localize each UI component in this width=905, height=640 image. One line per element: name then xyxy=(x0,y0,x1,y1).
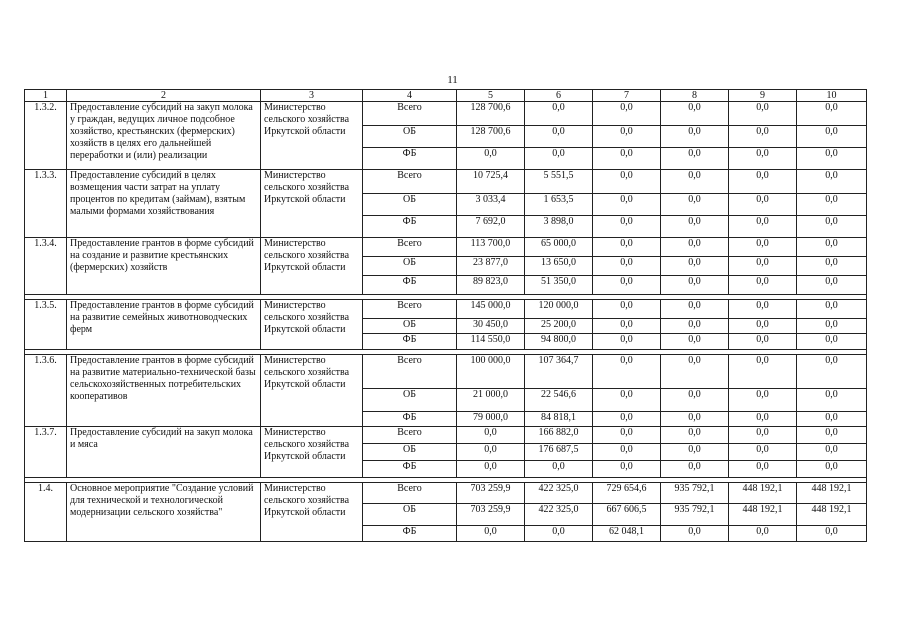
funding-source: ФБ xyxy=(363,216,457,238)
amount-cell: 0,0 xyxy=(661,412,729,427)
amount-cell: 0,0 xyxy=(661,355,729,389)
amount-cell: 0,0 xyxy=(797,126,867,148)
amount-cell: 0,0 xyxy=(729,170,797,194)
amount-cell: 667 606,5 xyxy=(593,504,661,526)
amount-cell: 0,0 xyxy=(729,427,797,444)
item-number: 1.3.6. xyxy=(25,355,67,427)
amount-cell: 79 000,0 xyxy=(457,412,525,427)
amount-cell: 0,0 xyxy=(797,526,867,542)
amount-cell: 0,0 xyxy=(797,444,867,461)
funding-source: ФБ xyxy=(363,412,457,427)
column-header: 2 xyxy=(67,90,261,102)
amount-cell: 0,0 xyxy=(661,102,729,126)
funding-source: Всего xyxy=(363,427,457,444)
amount-cell: 0,0 xyxy=(457,444,525,461)
item-executor: Министерство сельского хозяйства Иркутской области xyxy=(261,170,363,238)
column-header: 7 xyxy=(593,90,661,102)
amount-cell: 0,0 xyxy=(797,319,867,334)
amount-cell: 89 823,0 xyxy=(457,276,525,295)
table-row xyxy=(25,170,867,194)
amount-cell: 0,0 xyxy=(593,427,661,444)
item-executor: Министерство сельского хозяйства Иркутской области xyxy=(261,300,363,350)
amount-cell: 0,0 xyxy=(729,412,797,427)
funding-source: ФБ xyxy=(363,148,457,170)
amount-cell: 0,0 xyxy=(661,148,729,170)
amount-cell: 0,0 xyxy=(593,334,661,350)
amount-cell: 0,0 xyxy=(661,194,729,216)
amount-cell: 0,0 xyxy=(593,238,661,257)
amount-cell: 0,0 xyxy=(525,461,593,478)
amount-cell: 3 898,0 xyxy=(525,216,593,238)
amount-cell: 0,0 xyxy=(729,526,797,542)
amount-cell: 0,0 xyxy=(593,444,661,461)
amount-cell: 0,0 xyxy=(797,170,867,194)
column-header: 8 xyxy=(661,90,729,102)
amount-cell: 0,0 xyxy=(797,461,867,478)
item-name: Предоставление субсидий на закуп молока и мяса xyxy=(67,427,261,478)
amount-cell: 0,0 xyxy=(797,216,867,238)
amount-cell: 0,0 xyxy=(593,170,661,194)
amount-cell: 21 000,0 xyxy=(457,389,525,412)
amount-cell: 0,0 xyxy=(661,216,729,238)
item-name: Предоставление грантов в форме субсидий на развитие материально-технической базы сельскохозяйственных потребительских кооперативов xyxy=(67,355,261,427)
table-row xyxy=(25,483,867,504)
amount-cell: 0,0 xyxy=(661,444,729,461)
amount-cell: 0,0 xyxy=(797,238,867,257)
funding-source: Всего xyxy=(363,170,457,194)
amount-cell: 0,0 xyxy=(797,300,867,319)
item-name: Предоставление субсидий в целях возмещения части затрат на уплату процентов по кредитам (займам), взятым малыми формами хозяйствования xyxy=(67,170,261,238)
amount-cell: 448 192,1 xyxy=(729,504,797,526)
amount-cell: 0,0 xyxy=(729,319,797,334)
amount-cell: 448 192,1 xyxy=(797,504,867,526)
amount-cell: 0,0 xyxy=(661,126,729,148)
amount-cell: 0,0 xyxy=(661,427,729,444)
item-name: Предоставление грантов в форме субсидий на развитие семейных животноводческих ферм xyxy=(67,300,261,350)
funding-source: ФБ xyxy=(363,526,457,542)
amount-cell: 176 687,5 xyxy=(525,444,593,461)
column-header: 3 xyxy=(261,90,363,102)
amount-cell: 0,0 xyxy=(593,389,661,412)
amount-cell: 0,0 xyxy=(457,526,525,542)
amount-cell: 0,0 xyxy=(457,148,525,170)
amount-cell: 0,0 xyxy=(593,461,661,478)
amount-cell: 62 048,1 xyxy=(593,526,661,542)
column-header: 10 xyxy=(797,90,867,102)
item-number: 1.3.7. xyxy=(25,427,67,478)
amount-cell: 0,0 xyxy=(729,389,797,412)
budget-table xyxy=(24,89,867,542)
funding-source: ФБ xyxy=(363,461,457,478)
amount-cell: 0,0 xyxy=(729,276,797,295)
funding-source: ФБ xyxy=(363,276,457,295)
amount-cell: 0,0 xyxy=(797,257,867,276)
amount-cell: 0,0 xyxy=(797,194,867,216)
amount-cell: 0,0 xyxy=(797,389,867,412)
amount-cell: 0,0 xyxy=(525,102,593,126)
column-header: 9 xyxy=(729,90,797,102)
amount-cell: 0,0 xyxy=(729,461,797,478)
amount-cell: 0,0 xyxy=(593,102,661,126)
amount-cell: 65 000,0 xyxy=(525,238,593,257)
funding-source: Всего xyxy=(363,483,457,504)
amount-cell: 114 550,0 xyxy=(457,334,525,350)
item-name: Предоставление субсидий на закуп молока у граждан, ведущих личное подсобное хозяйство, крестьянских (фермерских) хозяйств в целях его дальнейшей переработки и (или) реализации xyxy=(67,102,261,170)
amount-cell: 0,0 xyxy=(593,300,661,319)
item-executor: Министерство сельского хозяйства Иркутской области xyxy=(261,355,363,427)
amount-cell: 703 259,9 xyxy=(457,504,525,526)
amount-cell: 0,0 xyxy=(661,257,729,276)
item-executor: Министерство сельского хозяйства Иркутской области xyxy=(261,427,363,478)
amount-cell: 7 692,0 xyxy=(457,216,525,238)
amount-cell: 94 800,0 xyxy=(525,334,593,350)
amount-cell: 703 259,9 xyxy=(457,483,525,504)
item-number: 1.3.2. xyxy=(25,102,67,170)
item-executor: Министерство сельского хозяйства Иркутской области xyxy=(261,238,363,295)
amount-cell: 0,0 xyxy=(661,389,729,412)
amount-cell: 84 818,1 xyxy=(525,412,593,427)
table-row xyxy=(25,238,867,257)
amount-cell: 107 364,7 xyxy=(525,355,593,389)
amount-cell: 422 325,0 xyxy=(525,483,593,504)
amount-cell: 0,0 xyxy=(457,461,525,478)
amount-cell: 0,0 xyxy=(593,194,661,216)
amount-cell: 0,0 xyxy=(661,276,729,295)
amount-cell: 0,0 xyxy=(729,238,797,257)
amount-cell: 0,0 xyxy=(729,257,797,276)
amount-cell: 0,0 xyxy=(797,412,867,427)
amount-cell: 113 700,0 xyxy=(457,238,525,257)
amount-cell: 30 450,0 xyxy=(457,319,525,334)
amount-cell: 145 000,0 xyxy=(457,300,525,319)
amount-cell: 0,0 xyxy=(797,334,867,350)
amount-cell: 0,0 xyxy=(729,355,797,389)
amount-cell: 0,0 xyxy=(661,300,729,319)
amount-cell: 0,0 xyxy=(593,126,661,148)
item-name: Предоставление грантов в форме субсидий на создание и развитие крестьянских (фермерских) хозяйств xyxy=(67,238,261,295)
item-executor: Министерство сельского хозяйства Иркутской области xyxy=(261,483,363,542)
amount-cell: 0,0 xyxy=(729,216,797,238)
funding-source: ОБ xyxy=(363,194,457,216)
item-number: 1.3.4. xyxy=(25,238,67,295)
item-number: 1.3.3. xyxy=(25,170,67,238)
amount-cell: 0,0 xyxy=(729,334,797,350)
amount-cell: 10 725,4 xyxy=(457,170,525,194)
column-header: 5 xyxy=(457,90,525,102)
amount-cell: 0,0 xyxy=(661,334,729,350)
amount-cell: 100 000,0 xyxy=(457,355,525,389)
amount-cell: 0,0 xyxy=(661,170,729,194)
funding-source: ОБ xyxy=(363,319,457,334)
amount-cell: 0,0 xyxy=(593,355,661,389)
table-row xyxy=(25,355,867,389)
amount-cell: 25 200,0 xyxy=(525,319,593,334)
amount-cell: 0,0 xyxy=(729,300,797,319)
column-header: 1 xyxy=(25,90,67,102)
amount-cell: 0,0 xyxy=(729,102,797,126)
amount-cell: 0,0 xyxy=(593,148,661,170)
amount-cell: 128 700,6 xyxy=(457,102,525,126)
amount-cell: 0,0 xyxy=(729,126,797,148)
amount-cell: 729 654,6 xyxy=(593,483,661,504)
funding-source: Всего xyxy=(363,102,457,126)
page-number: 11 xyxy=(447,74,458,86)
amount-cell: 0,0 xyxy=(525,126,593,148)
item-number: 1.3.5. xyxy=(25,300,67,350)
amount-cell: 0,0 xyxy=(593,276,661,295)
amount-cell: 128 700,6 xyxy=(457,126,525,148)
column-header: 4 xyxy=(363,90,457,102)
amount-cell: 120 000,0 xyxy=(525,300,593,319)
amount-cell: 1 653,5 xyxy=(525,194,593,216)
amount-cell: 935 792,1 xyxy=(661,504,729,526)
amount-cell: 0,0 xyxy=(797,102,867,126)
amount-cell: 0,0 xyxy=(797,427,867,444)
amount-cell: 0,0 xyxy=(593,319,661,334)
amount-cell: 448 192,1 xyxy=(729,483,797,504)
funding-source: ОБ xyxy=(363,257,457,276)
column-header: 6 xyxy=(525,90,593,102)
amount-cell: 0,0 xyxy=(797,355,867,389)
item-executor: Министерство сельского хозяйства Иркутской области xyxy=(261,102,363,170)
amount-cell: 0,0 xyxy=(729,444,797,461)
amount-cell: 0,0 xyxy=(593,216,661,238)
funding-source: Всего xyxy=(363,300,457,319)
table-row xyxy=(25,427,867,444)
amount-cell: 0,0 xyxy=(661,461,729,478)
amount-cell: 166 882,0 xyxy=(525,427,593,444)
amount-cell: 0,0 xyxy=(797,148,867,170)
amount-cell: 0,0 xyxy=(593,257,661,276)
column-number-row xyxy=(25,90,867,102)
amount-cell: 0,0 xyxy=(661,526,729,542)
amount-cell: 0,0 xyxy=(525,526,593,542)
amount-cell: 3 033,4 xyxy=(457,194,525,216)
item-number: 1.4. xyxy=(25,483,67,542)
amount-cell: 51 350,0 xyxy=(525,276,593,295)
funding-source: ФБ xyxy=(363,334,457,350)
funding-source: Всего xyxy=(363,238,457,257)
amount-cell: 5 551,5 xyxy=(525,170,593,194)
amount-cell: 23 877,0 xyxy=(457,257,525,276)
funding-source: ОБ xyxy=(363,389,457,412)
amount-cell: 0,0 xyxy=(661,238,729,257)
amount-cell: 0,0 xyxy=(729,194,797,216)
funding-source: ОБ xyxy=(363,504,457,526)
amount-cell: 448 192,1 xyxy=(797,483,867,504)
funding-source: Всего xyxy=(363,355,457,389)
table-row xyxy=(25,300,867,319)
funding-source: ОБ xyxy=(363,126,457,148)
funding-source: ОБ xyxy=(363,444,457,461)
amount-cell: 0,0 xyxy=(457,427,525,444)
amount-cell: 0,0 xyxy=(593,412,661,427)
amount-cell: 13 650,0 xyxy=(525,257,593,276)
amount-cell: 0,0 xyxy=(729,148,797,170)
amount-cell: 0,0 xyxy=(797,276,867,295)
table-row xyxy=(25,102,867,126)
amount-cell: 0,0 xyxy=(525,148,593,170)
amount-cell: 935 792,1 xyxy=(661,483,729,504)
amount-cell: 422 325,0 xyxy=(525,504,593,526)
item-name: Основное мероприятие "Создание условий для технической и технологической модернизации сельского хозяйства" xyxy=(67,483,261,542)
amount-cell: 0,0 xyxy=(661,319,729,334)
amount-cell: 22 546,6 xyxy=(525,389,593,412)
